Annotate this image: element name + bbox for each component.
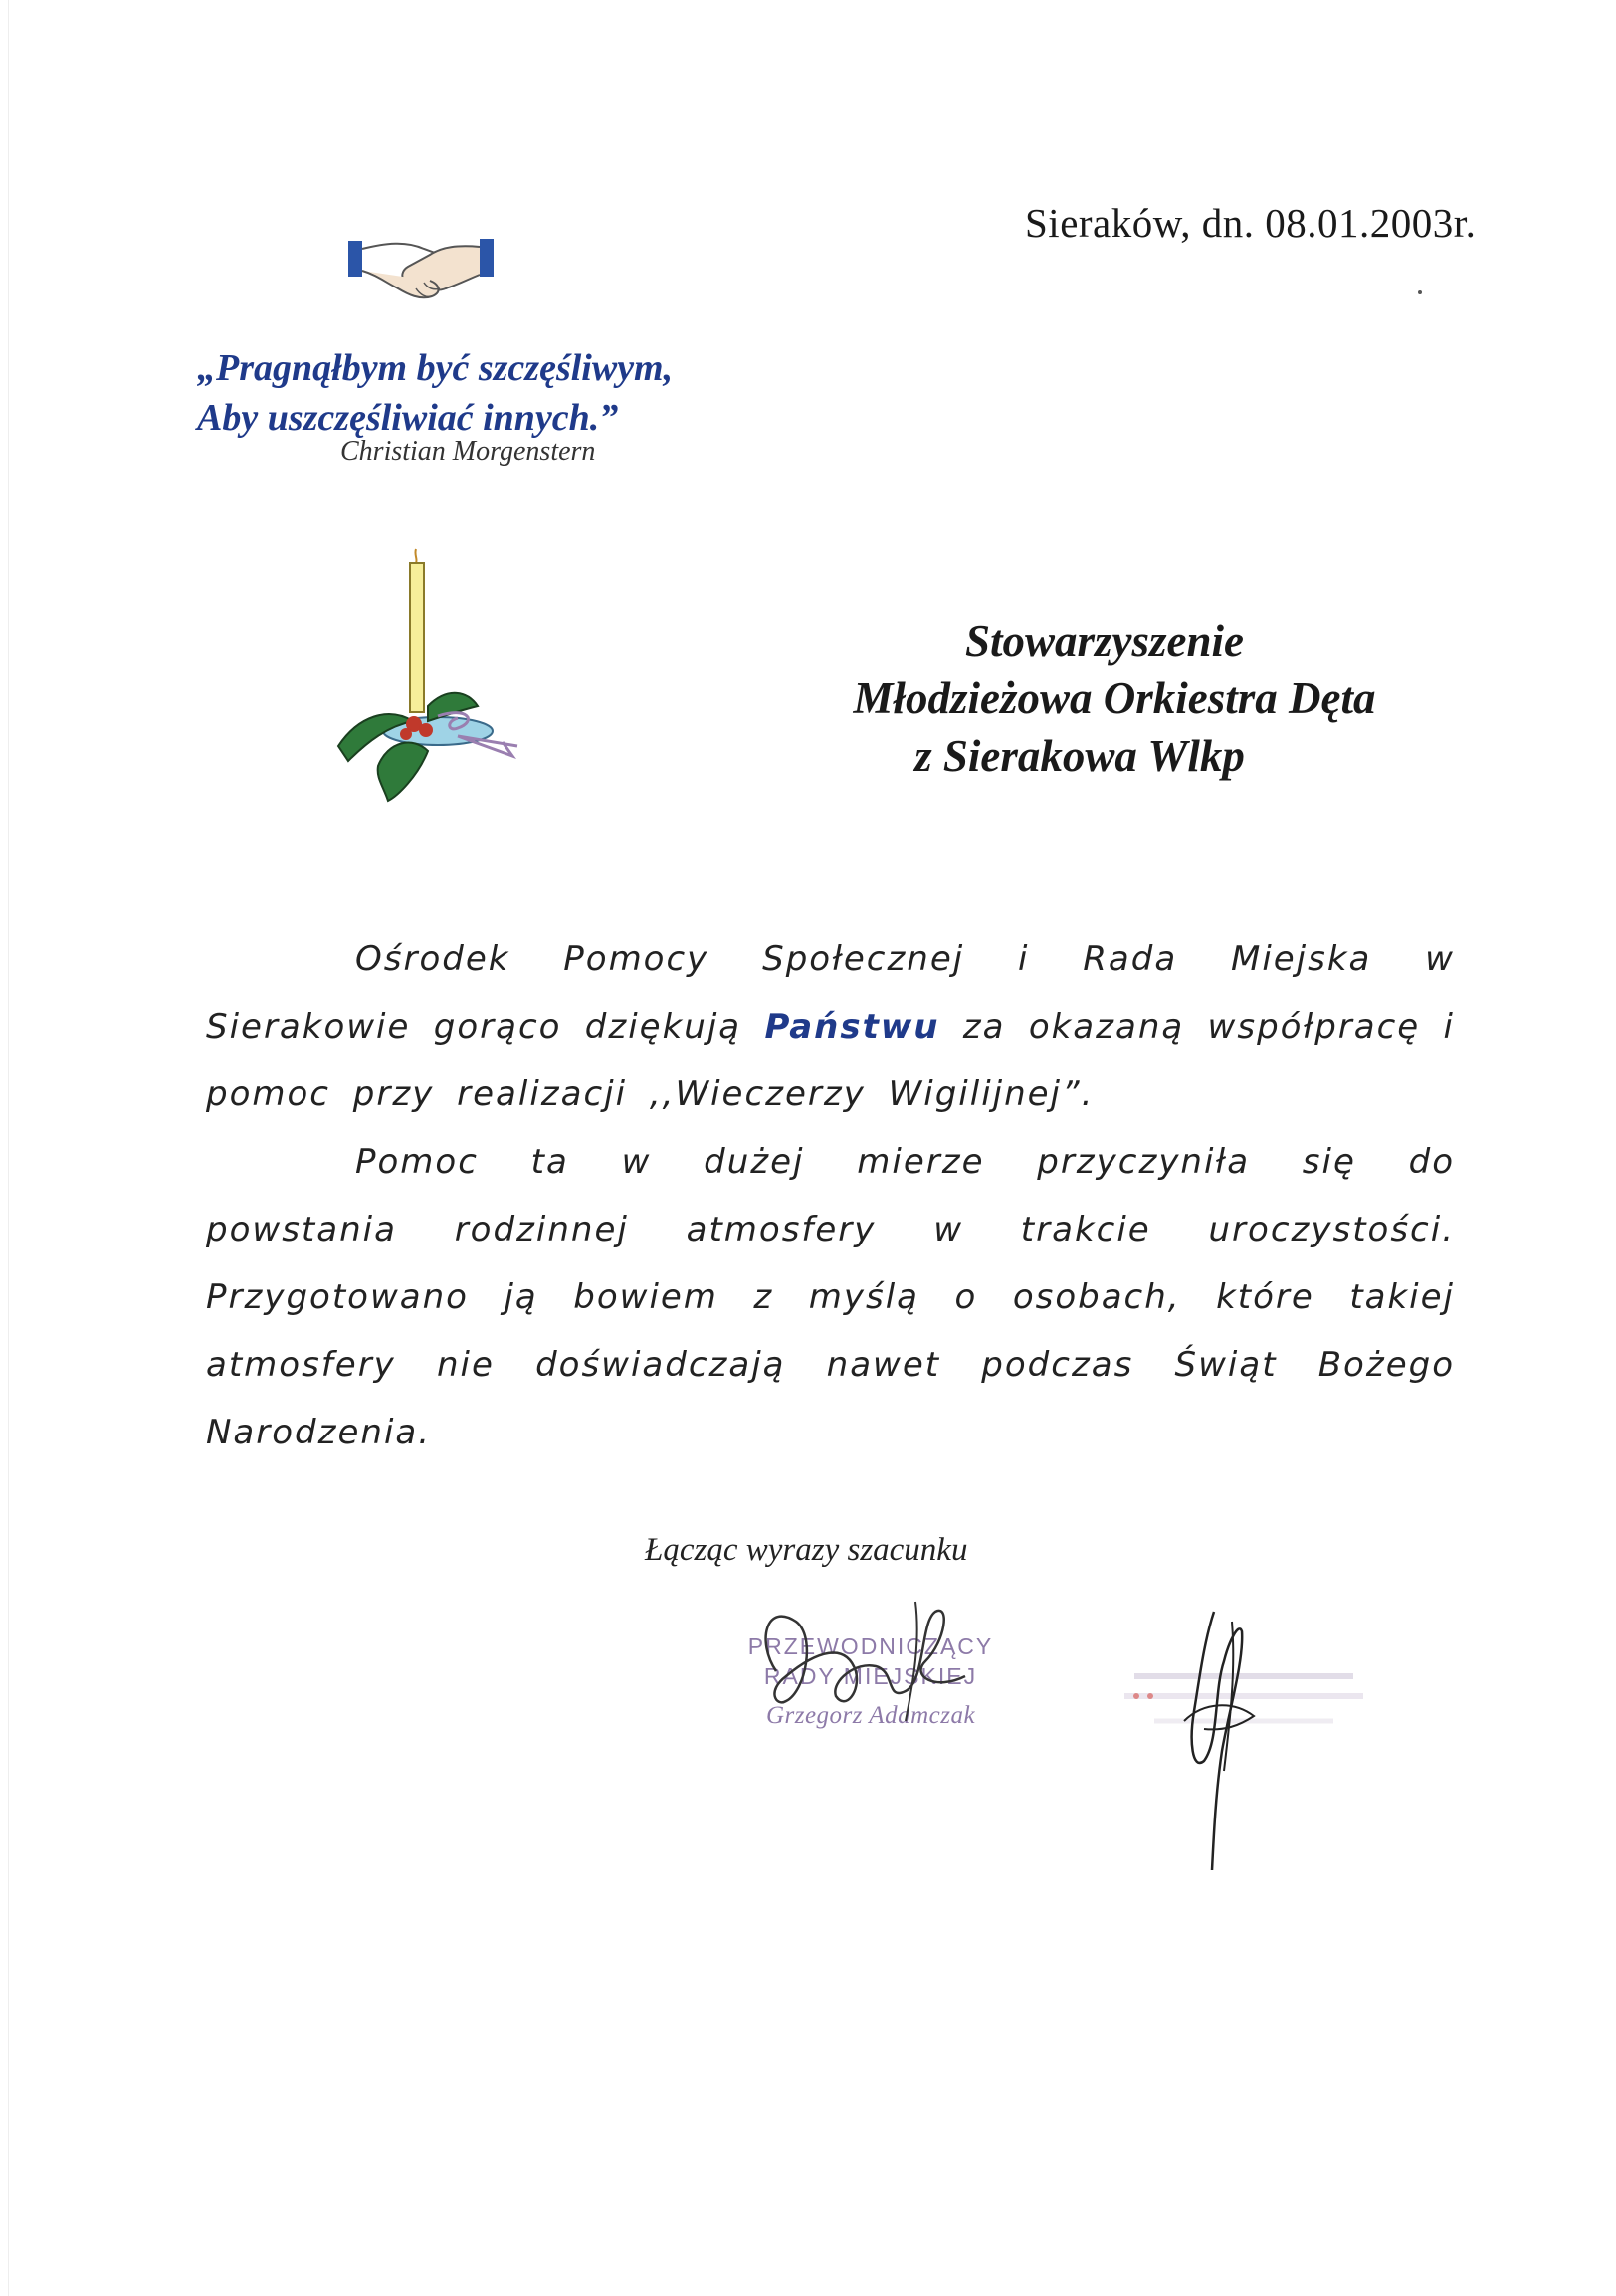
handshake-icon: [346, 231, 496, 312]
stamp-line-1: PRZEWODNICZĄCY: [747, 1633, 994, 1659]
recipient-block: [776, 612, 1453, 785]
motto-author: Christian Morgenstern: [340, 436, 596, 467]
stamp-name: Grzegorz Adamczak: [765, 1702, 976, 1729]
body-p1-text-1: Ośrodek Pomocy Społecznej i Rada Miejska w Sierakowie gorąco dziękują: [206, 939, 1455, 1047]
motto-quote: [197, 343, 673, 443]
letter-body: [206, 925, 1455, 1466]
recipient-line-1: Stowarzyszenie: [964, 616, 1245, 666]
motto-line-1: „Pragnąłbym być szczęśliwym,: [197, 347, 674, 389]
candle-holly-icon: [318, 547, 547, 806]
body-paragraph-1: [206, 925, 1455, 1128]
recipient-line-2: Młodzieżowa Orkiestra Dęta: [853, 673, 1376, 723]
body-p1-highlight: Państwu: [764, 1007, 940, 1047]
signature-2: [1144, 1602, 1294, 1880]
closing-phrase: Łącząc wyrazy szacunku: [645, 1532, 968, 1568]
motto-line-2: Aby uszczęśliwiać innych.”: [197, 397, 619, 439]
letter-date: Sieraków, dn. 08.01.2003r.: [1025, 200, 1477, 246]
scan-edge-line: [8, 0, 9, 2296]
body-paragraph-2: Pomoc ta w dużej mierze przyczyniła się do powstania rodzinnej atmosfery w trakcie uroczystości. Przygotowano ją bowiem z myślą o osobach, które takiej atmosfery nie doświadczają nawet podczas Świąt Bożego Narodzenia.: [206, 1142, 1455, 1452]
body-p1-text-2: za okazaną współpracę i pomoc przy realizacji ,,Wieczerzy Wigilijnej”.: [206, 1007, 1456, 1114]
recipient-line-3: z Sierakowa Wlkp: [914, 731, 1245, 781]
stamp-line-2: RADY MIEJSKIEJ: [763, 1663, 978, 1689]
signature-1: [736, 1582, 995, 1751]
stray-mark: [1418, 290, 1422, 294]
